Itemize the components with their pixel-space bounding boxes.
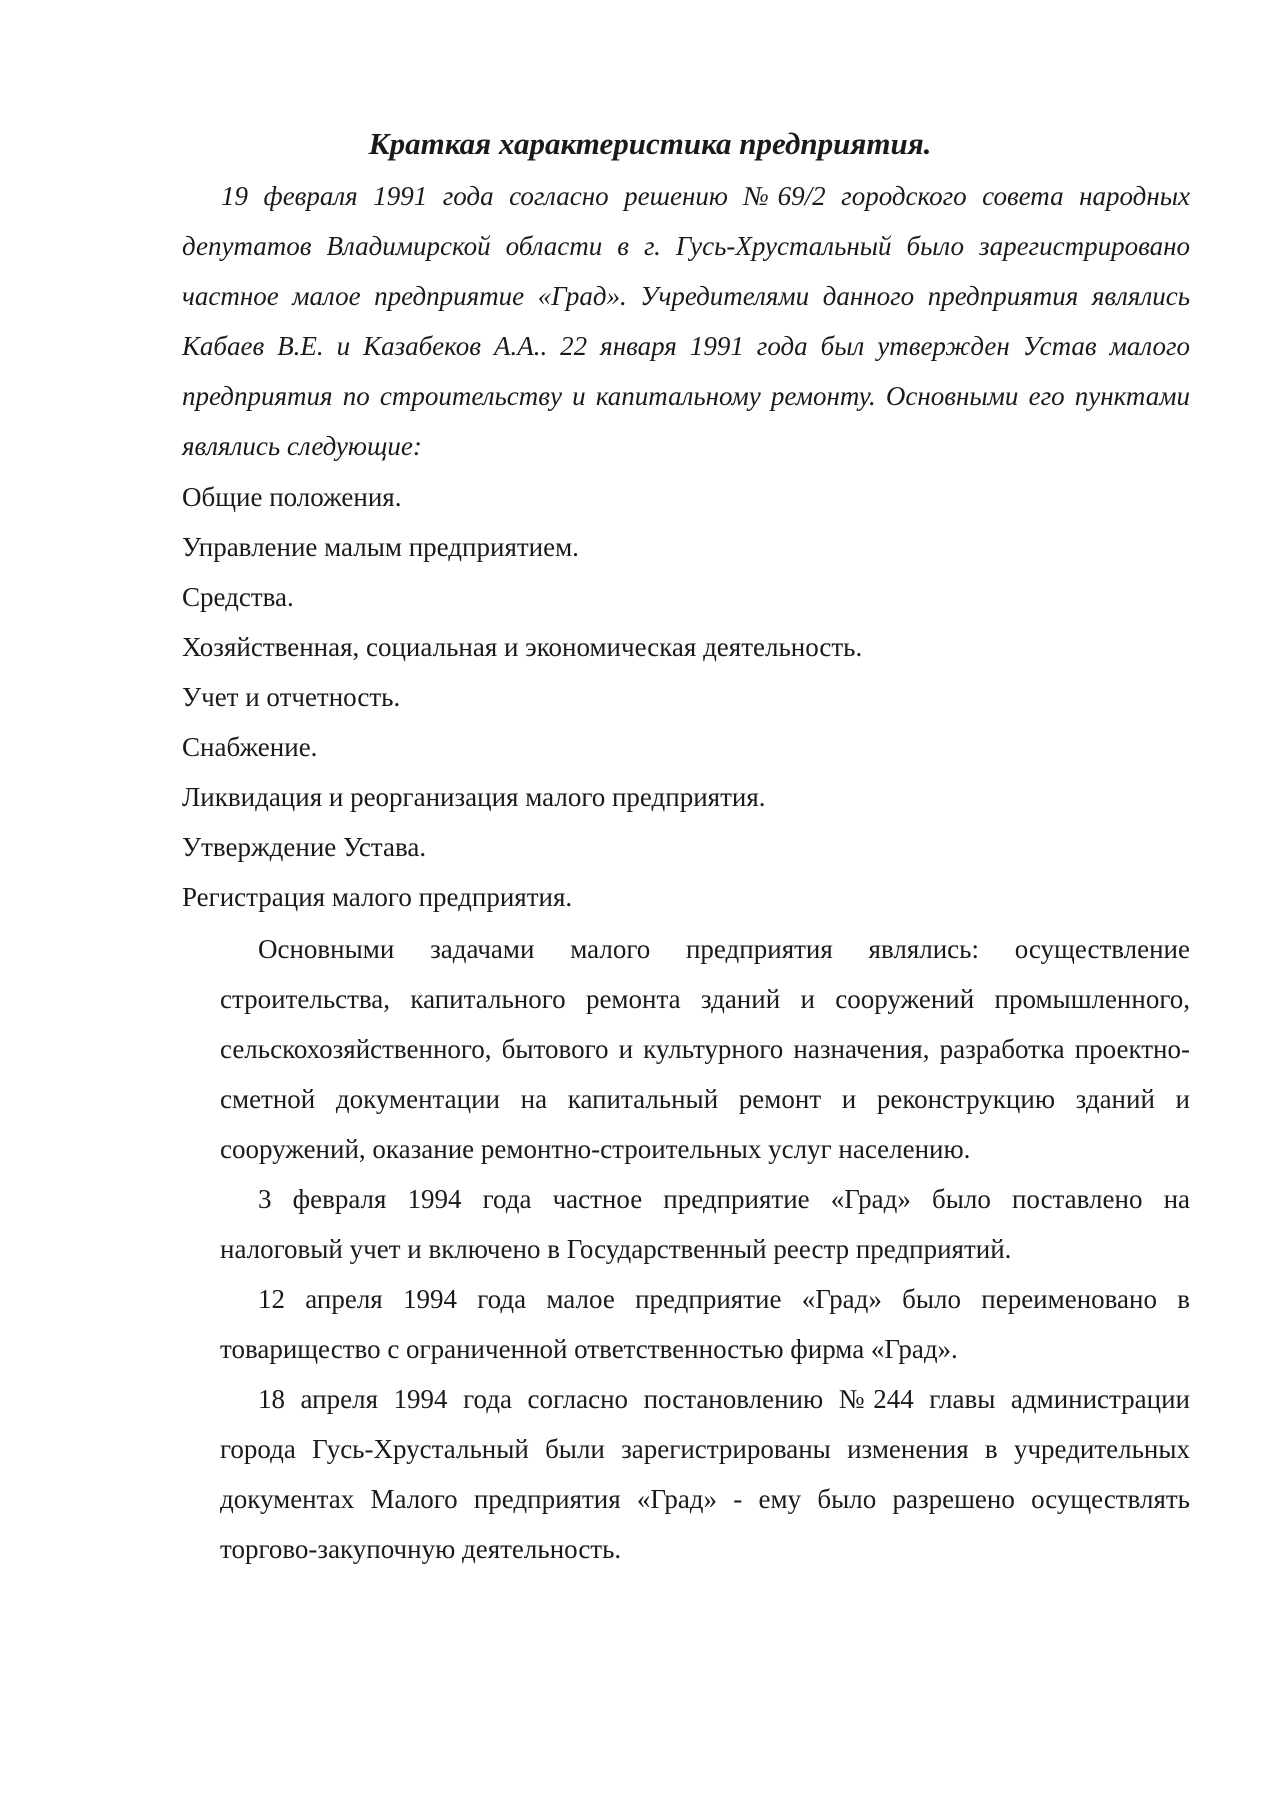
charter-item: Хозяйственная, социальная и экономическая деятельность. bbox=[182, 632, 863, 662]
charter-item: Общие положения. bbox=[182, 482, 402, 512]
charter-item: Снабжение. bbox=[182, 732, 318, 762]
body-paragraph-tasks: Основными задачами малого предприятия являлись: осуществление строительства, капитального ремонта зданий и сооружений промышленного, сельскохозяйственного, бытового и культурного назначения, разработка проектно-сметной документации на капитальный ремонт и реконструкцию зданий и сооружений, оказание ремонтно-строительных услуг населению. bbox=[220, 934, 1190, 1164]
charter-item: Учет и отчетность. bbox=[182, 682, 401, 712]
body-paragraph-renaming: 12 апреля 1994 года малое предприятие «Град» было переименовано в товарищество с ограниченной ответственностью фирма «Град». bbox=[220, 1284, 1190, 1364]
charter-item: Управление малым предприятием. bbox=[182, 532, 579, 562]
body-paragraph-amendments: 18 апреля 1994 года согласно постановлению №244 главы администрации города Гусь-Хрустальный были зарегистрированы изменения в учредительных документах Малого предприятия «Град» - ему было разрешено осуществлять торгово-закупочную деятельность. bbox=[220, 1384, 1190, 1564]
intro-paragraph: 19 февраля 1991 года согласно решению №69/2 городского совета народных депутатов Владимирской области в г. Гусь-Хрустальный было зарегистрировано частное малое предприятие «Град». Учредителями данного предприятия являлись Кабаев В.Е. и Казабеков А.А.. 22 января 1991 года был утвержден Устав малого предприятия по строительству и капитальному ремонту. Основными его пунктами являлись следующие: bbox=[182, 181, 1190, 461]
charter-item: Ликвидация и реорганизация малого предприятия. bbox=[182, 782, 766, 812]
body-section bbox=[220, 924, 1190, 1574]
document-title: Краткая характеристика предприятия. bbox=[368, 126, 932, 161]
charter-item: Регистрация малого предприятия. bbox=[182, 882, 573, 912]
charter-item: Средства. bbox=[182, 582, 294, 612]
charter-item: Утверждение Устава. bbox=[182, 832, 427, 862]
body-paragraph-tax-registration: 3 февраля 1994 года частное предприятие «Град» было поставлено на налоговый учет и включено в Государственный реестр предприятий. bbox=[220, 1184, 1190, 1264]
charter-items-list bbox=[182, 472, 1190, 922]
